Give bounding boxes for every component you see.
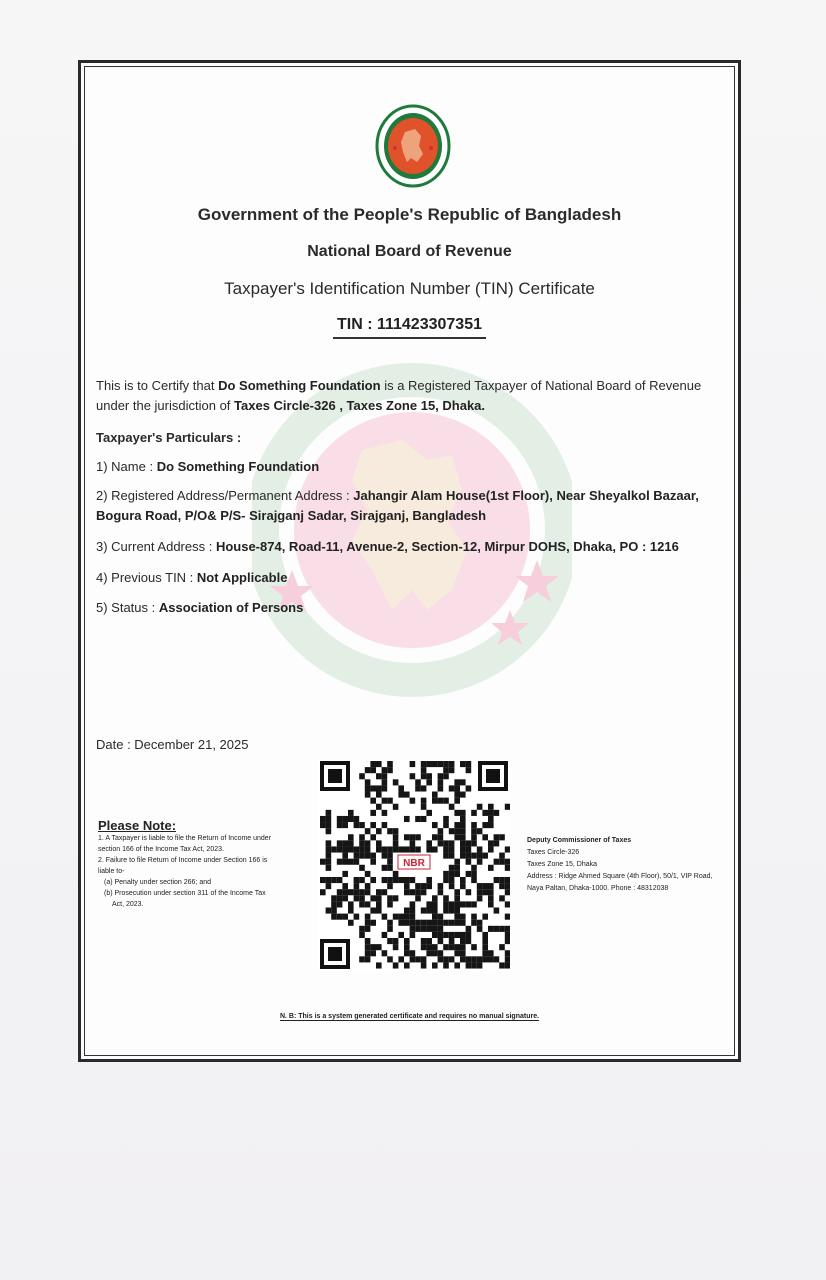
note-line: 2. Failure to file Return of Income under Section 166 is — [98, 857, 268, 864]
current-address-label: 3) Current Address : — [96, 539, 216, 554]
certification-paragraph — [96, 376, 736, 416]
certification-zone: , Taxes Zone 15, Dhaka. — [335, 398, 486, 413]
note-line: section 166 of the Income Tax Act, 2023. — [98, 846, 224, 853]
officer-address-line-2: Naya Paltan, Dhaka-1000. Phone : 48312038 — [527, 885, 669, 892]
note-line: liable to- — [98, 868, 125, 875]
footer-note-text: N. B: This is a system generated certificate and requires no manual signature. — [279, 1013, 540, 1020]
footer-note — [78, 1013, 741, 1020]
qr-code-icon — [318, 759, 510, 971]
qr-finder-bottom-left — [320, 939, 350, 969]
qr-finder-top-right — [478, 761, 508, 791]
qr-center-label: NBR — [403, 858, 425, 869]
registered-address-label: 2) Registered Address/Permanent Address : — [96, 488, 354, 503]
name-label: 1) Name : — [96, 459, 157, 474]
officer-title: Deputy Commissioner of Taxes — [527, 837, 632, 844]
particular-registered-address — [96, 486, 711, 526]
officer-circle: Taxes Circle-326 — [527, 849, 580, 856]
issue-date: Date : December 21, 2025 — [96, 737, 249, 752]
particulars-heading: Taxpayer's Particulars : — [96, 430, 242, 445]
tin-number — [78, 316, 741, 334]
name-value: Do Something Foundation — [156, 459, 320, 474]
board-title: National Board of Revenue — [307, 243, 512, 260]
particular-status — [96, 598, 736, 618]
issuing-officer — [527, 835, 737, 895]
status-label: 5) Status : — [96, 600, 159, 615]
certificate-title: Taxpayer's Identification Number (TIN) Certificate — [224, 279, 595, 298]
officer-address-line-1: Address : Ridge Ahmed Square (4th Floor), 50/1, VIP Road, — [527, 873, 713, 880]
particular-previous-tin — [96, 568, 736, 588]
particular-name — [96, 457, 736, 477]
please-note-box — [98, 818, 298, 910]
previous-tin-value: Not Applicable — [196, 570, 288, 585]
certification-circle: Taxes Circle-326 — [234, 398, 336, 413]
previous-tin-label: 4) Previous TIN : — [96, 570, 197, 585]
certification-taxpayer-name: Do Something Foundation — [218, 378, 381, 393]
government-title: Government of the People's Republic of Bangladesh — [197, 205, 622, 224]
please-note-title: Please Note: — [98, 818, 177, 833]
registered-address-value: Jahangir Alam House(1st Floor), Near Sheyalkol Bazaar, Bogura Road, P/O& P/S- Sirajganj Sadar, Sirajganj, Bangladesh — [96, 488, 699, 523]
current-address-value: House-874, Road-11, Avenue-2, Section-12, Mirpur DOHS, Dhaka, PO : 1216 — [215, 539, 679, 554]
qr-finder-top-left — [320, 761, 350, 791]
certification-text-1: This is to Certify that — [96, 378, 219, 393]
note-line: (b) Prosecution under section 311 of the Income Tax — [104, 890, 266, 897]
tin-number-text: TIN : 111423307351 — [333, 316, 486, 339]
note-line: Act, 2023. — [112, 901, 144, 908]
status-value: Association of Persons — [158, 600, 304, 615]
note-line: (a) Penalty under section 266; and — [104, 879, 212, 886]
certification-text-2: is a Registered Taxpayer of National Board of Revenue under the jurisdiction of — [96, 378, 702, 413]
officer-zone: Taxes Zone 15, Dhaka — [527, 861, 598, 868]
note-line: 1. A Taxpayer is liable to file the Return of Income under — [98, 835, 272, 842]
government-seal-icon — [375, 104, 451, 188]
particular-current-address — [96, 537, 736, 557]
